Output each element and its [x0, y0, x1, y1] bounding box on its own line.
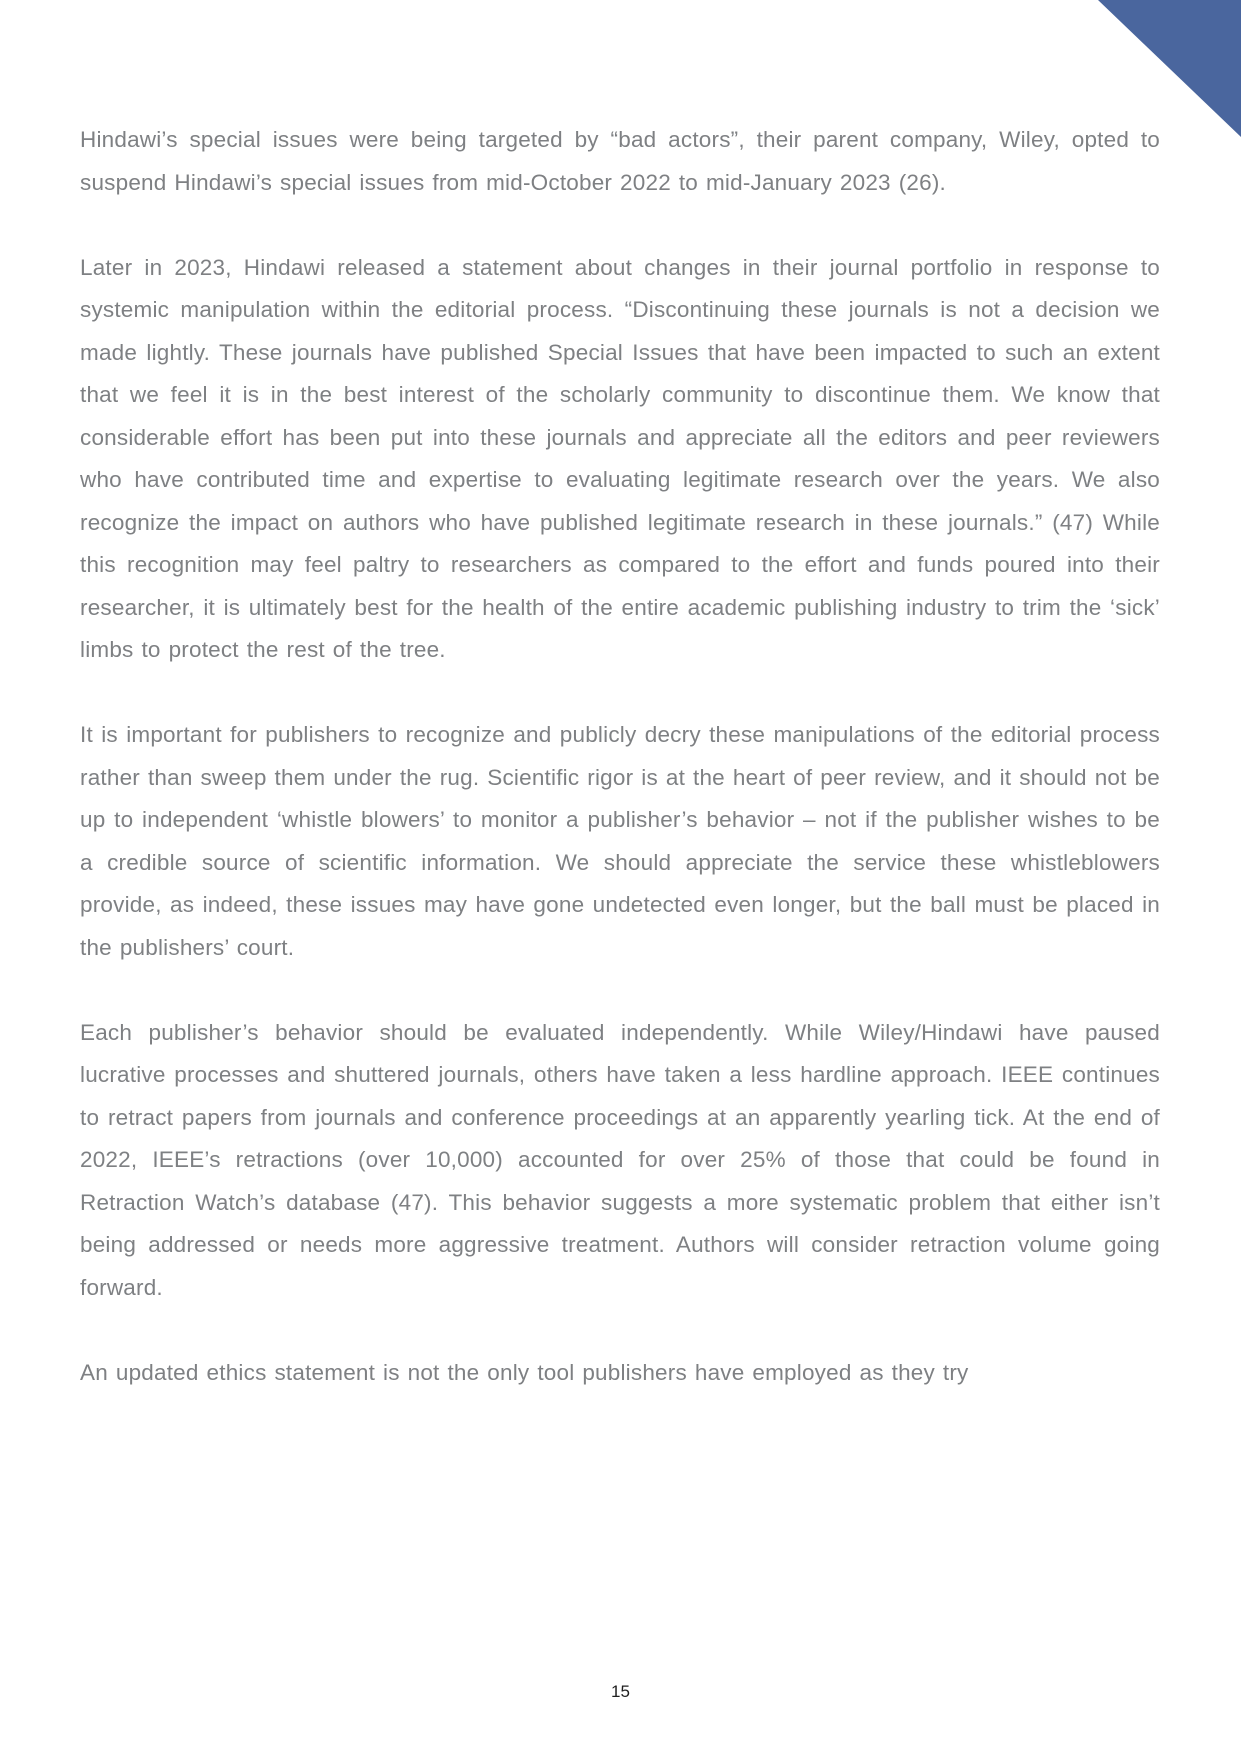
corner-triangle-decoration [1098, 0, 1241, 137]
paragraph-hindawi-special-issues: Hindawi’s special issues were being targeted by “bad actors”, their parent company, Wiley, opted to suspend Hindawi’s special issues from mid-October 2022 to mid-January 2023 (26). [80, 127, 1160, 195]
page-footer [0, 1682, 1241, 1702]
paragraph-hindawi-statement: Later in 2023, Hindawi released a statement about changes in their journal portfolio in response to systemic manipulation within the editorial process. “Discontinuing these journals is not a decision we made lightly. These journals have published Special Issues that have been impacted to such an extent that we feel it is in the best interest of the scholarly community to discontinue them. We know that considerable effort has been put into these journals and appreciate all the editors and peer reviewers who have contributed time and expertise to evaluating legitimate research over the years. We also recognize the impact on authors who have published legitimate research in these journals.” (47) While this recognition may feel paltry to researchers as compared to the effort and funds poured into their researcher, it is ultimately best for the health of the entire academic publishing industry to trim the ‘sick’ limbs to protect the rest of the tree. [80, 254, 1160, 662]
paragraph-publisher-behavior: Each publisher’s behavior should be evaluated independently. While Wiley/Hindawi have paused lucrative processes and shuttered journals, others have taken a less hardline approach. IEEE continues to retract papers from journals and conference proceedings at an apparently yearling tick. At the end of 2022, IEEE’s retractions (over 10,000) accounted for over 25% of those that could be found in Retraction Watch’s database (47). This behavior suggests a more systematic problem that either isn’t being addressed or needs more aggressive treatment. Authors will consider retraction volume going forward. [80, 1019, 1160, 1300]
page-number: 15 [611, 1682, 630, 1701]
paragraph-updated-ethics: An updated ethics statement is not the only tool publishers have employed as they try [80, 1359, 969, 1385]
page-content [80, 119, 1160, 1437]
paragraph-publishers-recognize: It is important for publishers to recognize and publicly decry these manipulations of the editorial process rather than sweep them under the rug. Scientific rigor is at the heart of peer review, and it should not be up to independent ‘whistle blowers’ to monitor a publisher’s behavior – not if the publisher wishes to be a credible source of scientific information. We should appreciate the service these whistleblowers provide, as indeed, these issues may have gone undetected even longer, but the ball must be placed in the publishers’ court. [80, 722, 1160, 960]
